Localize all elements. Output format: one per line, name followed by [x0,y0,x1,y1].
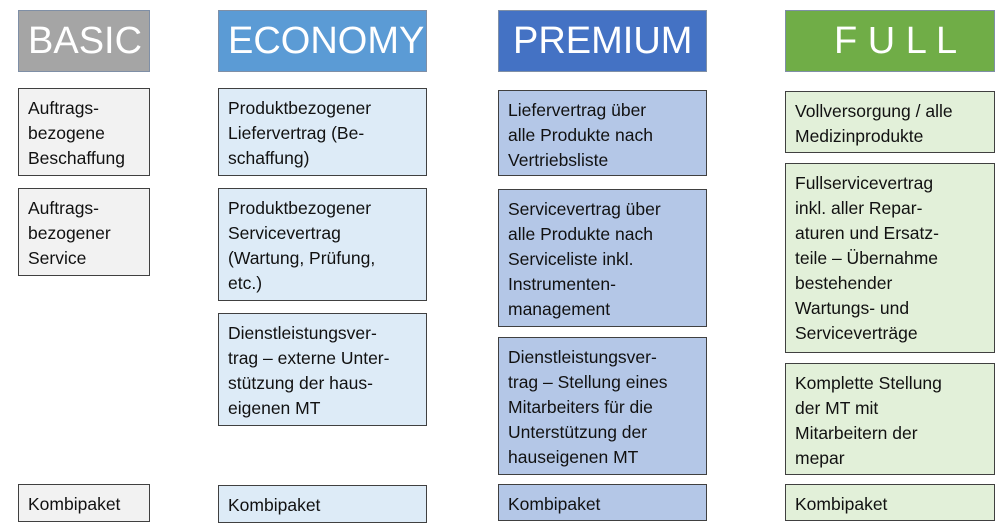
header-premium-label: PREMIUM [513,19,693,62]
full-item-staffing: Komplette Stellung der MT mit Mitarbeitern der mepar [785,363,995,475]
premium-kombipaket: Kombipaket [498,484,707,521]
header-basic [18,10,150,72]
basic-kombipaket: Kombipaket [18,484,150,522]
header-economy-label: ECONOMY [228,19,425,62]
header-basic-label: BASIC [28,19,143,62]
basic-item-procurement: Auftrags- bezogene Beschaffung [18,88,150,176]
header-full-label: F U L L [834,19,958,62]
basic-item-service: Auftrags- bezogener Service [18,188,150,276]
premium-item-service-contract: Servicevertrag über alle Produkte nach Serviceliste inkl. Instrumenten- management [498,189,707,327]
economy-item-supply-contract: Produktbezogener Liefervertrag (Be- schaffung) [218,88,427,176]
economy-kombipaket: Kombipaket [218,485,427,523]
header-full [785,10,995,72]
economy-item-staff-contract: Dienstleistungsver- trag – externe Unter- stützung der haus- eigenen MT [218,313,427,426]
full-item-full-supply: Vollversorgung / alle Medizinprodukte [785,91,995,153]
header-premium [498,10,707,72]
full-item-fullservice-contract: Fullservicevertrag inkl. aller Repar- aturen und Ersatz- teile – Übernahme bestehender Wartungs- und Serviceverträge [785,163,995,353]
premium-item-supply-contract: Liefervertrag über alle Produkte nach Vertriebsliste [498,90,707,176]
economy-item-service-contract: Produktbezogener Servicevertrag (Wartung, Prüfung, etc.) [218,188,427,301]
full-kombipaket: Kombipaket [785,484,995,521]
header-economy [218,10,427,72]
premium-item-staff-contract: Dienstleistungsver- trag – Stellung eines Mitarbeiters für die Unterstützung der hauseigenen MT [498,337,707,475]
